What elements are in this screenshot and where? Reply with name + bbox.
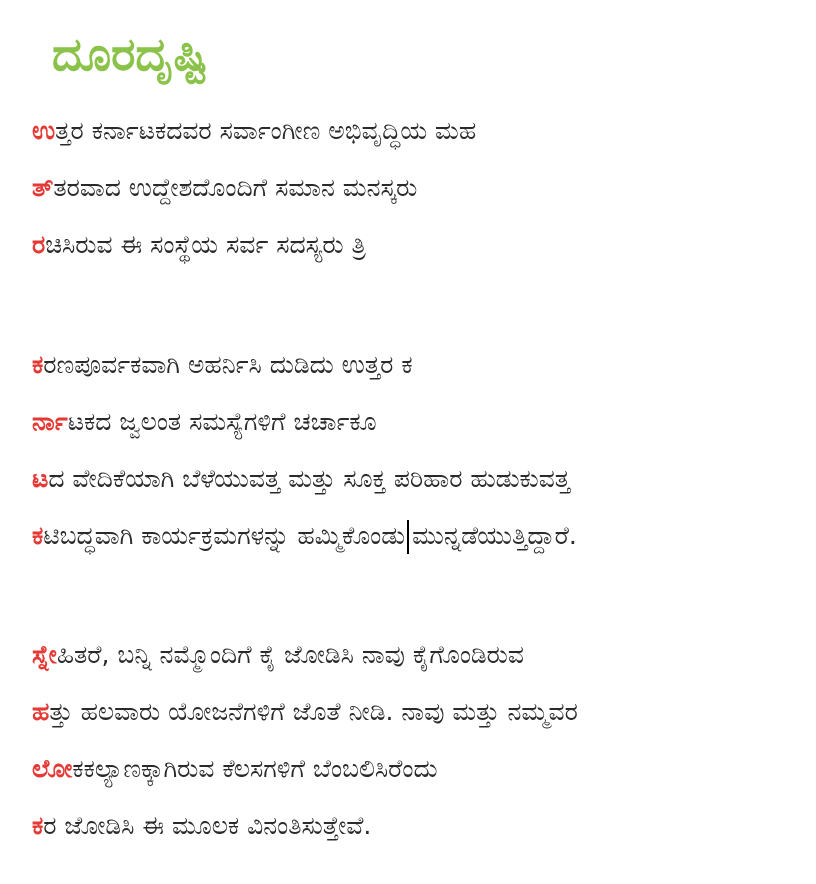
line-text: ಟಕದ ಜ್ವಲಂತ ಸಮಸ್ಯೆಗಳಿಗೆ ಚರ್ಚಾಕೂ [67, 407, 377, 436]
acrostic-letter: ಕ [32, 811, 44, 840]
line-text: ರಣಪೂರ್ವಕವಾಗಿ ಅಹರ್ನಿಸಿ ದುಡಿದು ಉತ್ತರ ಕ [43, 350, 413, 379]
line-text-after-cursor: ಮುನ್ನಡೆಯುತ್ತಿದ್ದಾರೆ. [412, 521, 577, 550]
poem-line [32, 806, 371, 846]
acrostic-letter: ತ್ [32, 173, 54, 202]
acrostic-letter: ಕ [32, 521, 44, 550]
poem-line [32, 459, 570, 499]
poem-line [32, 225, 366, 265]
line-text: ಟಿಬದ್ಧವಾಗಿ ಕಾರ್ಯಕ್ರಮಗಳನ್ನು ಹಮ್ಮಿಕೊಂಡು [43, 521, 406, 550]
poem-line [32, 749, 438, 789]
acrostic-letter: ಲೋ [32, 754, 73, 783]
text-cursor [407, 520, 409, 554]
poem-title: ದೂರದೃಷ್ಟಿ [52, 27, 209, 81]
line-text: ಕಕಲ್ಯಾಣಕ್ಕಾಗಿರುವ ಕೆಲಸಗಳಿಗೆ ಬೆಂಬಲಿಸಿರೆಂದು [72, 754, 438, 783]
acrostic-letter: ರ [32, 230, 46, 259]
acrostic-letter: ರ್ನಾ [32, 407, 68, 436]
line-text: ತ್ತರ ಕರ್ನಾಟಕದವರ ಸರ್ವಾಂಗೀಣ ಅಭಿವೃದ್ಧಿಯ ಮಹ [55, 116, 477, 145]
acrostic-letter: ಉ [32, 116, 56, 145]
poem-line [32, 635, 524, 675]
poem-line [32, 345, 413, 385]
poem-line [32, 516, 577, 556]
poem-line [32, 111, 476, 151]
acrostic-letter: ಕ [32, 350, 44, 379]
poem-line [32, 402, 377, 442]
acrostic-letter: ಟ [32, 464, 49, 493]
line-text: ಚಿಸಿರುವ ಈ ಸಂಸ್ಥೆಯ ಸರ್ವ ಸದಸ್ಯರು ತ್ರಿ [45, 230, 366, 259]
line-text: ತ್ತು ಹಲವಾರು ಯೋಜನೆಗಳಿಗೆ ಜೊತೆ ನೀಡಿ. ನಾವು ಮತ್ತು ನಮ್ಮವರ [49, 697, 578, 726]
line-text: ರ ಜೋಡಿಸಿ ಈ ಮೂಲಕ ವಿನಂತಿಸುತ್ತೇವೆ. [43, 811, 372, 840]
acrostic-letter: ಸ್ನೇ [32, 640, 57, 669]
acrostic-letter: ಹ [32, 697, 50, 726]
line-text: ತರವಾದ ಉದ್ದೇಶದೊಂದಿಗೆ ಸಮಾನ ಮನಸ್ಕರು [53, 173, 418, 202]
line-text: ದ ವೇದಿಕೆಯಾಗಿ ಬೆಳೆಯುವತ್ತ ಮತ್ತು ಸೂಕ್ತ ಪರಿಹಾರ ಹುಡುಕುವತ್ತ [48, 464, 571, 493]
poem-line [32, 168, 417, 208]
poem-line [32, 692, 578, 732]
line-text: ಹಿತರೆ, ಬನ್ನಿ ನಮ್ಮೊಂದಿಗೆ ಕೈ ಜೋಡಿಸಿ ನಾವು ಕೈಗೊಂಡಿರುವ [56, 640, 524, 669]
